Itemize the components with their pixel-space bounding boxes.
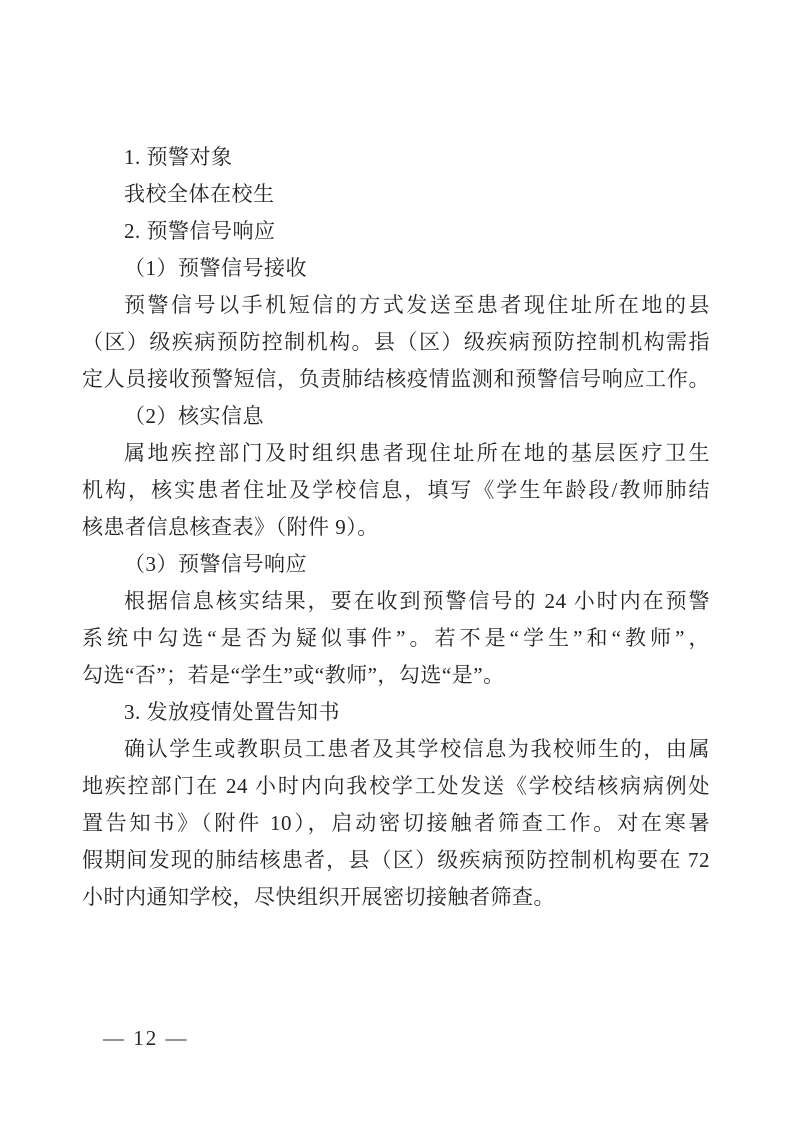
heading-line: 2. 预警信号响应 [124,219,276,243]
text-line: 置告知书》（附件 10），启动密切接触者筛查工作。对在寒暑 [82,811,710,835]
text-line: 地疾控部门在 24 小时内向我校学工处发送《学校结核病病例处 [82,774,710,798]
text-line: 确认学生或教职员工患者及其学校信息为我校师生的，由属 [124,737,710,761]
text-line: 小时内通知学校，尽快组织开展密切接触者筛查。 [82,885,555,909]
page-number: — 12 — [103,1026,189,1050]
text-line: 勾选“否”；若是“学生”或“教师”，勾选“是”。 [82,663,505,687]
text-line: 预警信号以手机短信的方式发送至患者现住址所在地的县 [124,293,710,317]
document-body [82,139,710,916]
text-line: 假期间发现的肺结核患者，县（区）级疾病预防控制机构要在 72 [82,848,710,872]
text-line: 定人员接收预警短信，负责肺结核疫情监测和预警信号响应工作。 [82,367,710,391]
text-line: （区）级疾病预防控制机构。县（区）级疾病预防控制机构需指 [82,330,710,354]
heading-line: （2）核实信息 [124,404,264,428]
heading-line: 1. 预警对象 [124,145,233,169]
text-line: 核患者信息核查表》（附件 9）。 [82,515,379,539]
text-line: 根据信息核实结果，要在收到预警信号的 24 小时内在预警 [124,589,710,613]
text-line: 属地疾控部门及时组织患者现住址所在地的基层医疗卫生 [124,441,710,465]
text-line: 系统中勾选“是否为疑似事件”。若不是“学生”和“教师”， [82,626,710,650]
text-line: 我校全体在校生 [124,182,275,206]
text-line: 机构，核实患者住址及学校信息，填写《学生年龄段/教师肺结 [82,478,710,502]
heading-line: 3. 发放疫情处置告知书 [124,700,340,724]
heading-line: （1）预警信号接收 [124,256,307,280]
heading-line: （3）预警信号响应 [124,552,307,576]
